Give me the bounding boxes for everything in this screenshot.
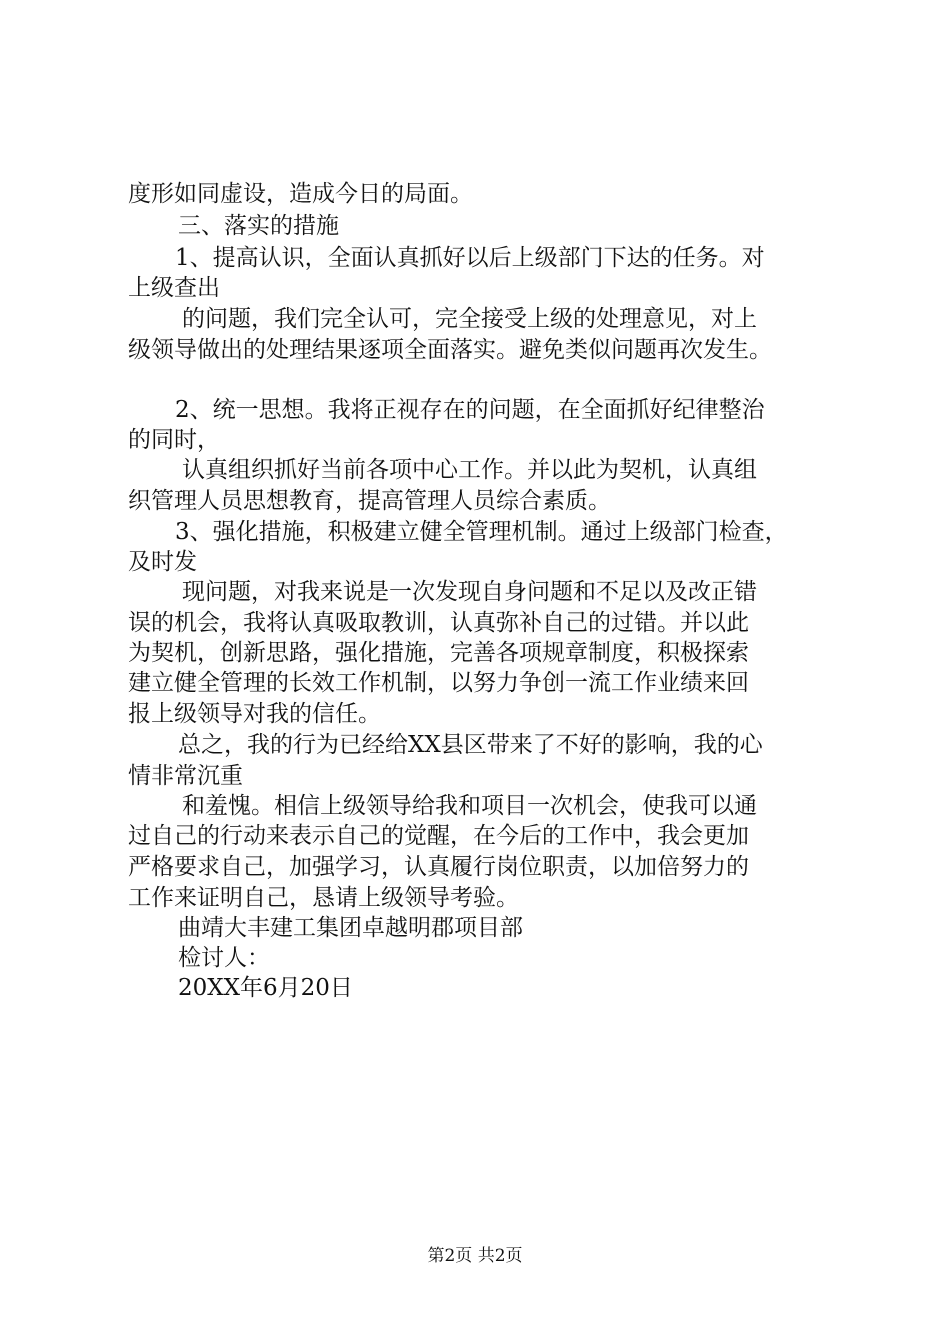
paragraph-line: 度形如同虚设，造成今日的局面。 [128, 181, 473, 207]
paragraph-line: 认真组织抓好当前各项中心工作。并以此为契机，认真组 [182, 457, 757, 483]
paragraph-line: 误的机会，我将认真吸取教训，认真弥补自己的过错。并以此 [128, 610, 749, 636]
paragraph-line: 工作来证明自己，恳请上级领导考验。 [128, 885, 519, 911]
paragraph-line: 上级查出 [128, 275, 220, 301]
paragraph-line: 及时发 [128, 549, 197, 575]
paragraph-line: 为契机，创新思路，强化措施，完善各项规章制度，积极探索 [128, 640, 749, 666]
organization-signature: 曲靖大丰建工集团卓越明郡项目部 [178, 915, 523, 941]
paragraph-line: 情非常沉重 [128, 763, 243, 789]
paragraph-line: 级领导做出的处理结果逐项全面落实。避免类似问题再次发生。 [128, 337, 772, 363]
paragraph-line: 和羞愧。相信上级领导给我和项目一次机会，使我可以通 [182, 793, 757, 819]
paragraph-line: 现问题，对我来说是一次发现自身问题和不足以及改正错 [182, 579, 757, 605]
page-footer: 第2页 共2页 [427, 1246, 523, 1266]
paragraph-line: 织管理人员思想教育，提高管理人员综合素质。 [128, 488, 611, 514]
section-heading: 三、落实的措施 [178, 213, 339, 239]
document-date: 20XX年6月20日 [178, 975, 353, 1001]
paragraph-line: 的同时， [128, 427, 220, 453]
paragraph-line: 2、统一思想。我将正视存在的问题，在全面抓好纪律整治 [175, 397, 765, 423]
paragraph-line: 的问题，我们完全认可，完全接受上级的处理意见，对上 [182, 306, 757, 332]
paragraph-line: 1、提高认识，全面认真抓好以后上级部门下达的任务。对 [175, 245, 765, 271]
paragraph-line: 报上级领导对我的信任。 [128, 701, 381, 727]
reviewer-label: 检讨人： [178, 945, 270, 971]
paragraph-line: 严格要求自己，加强学习，认真履行岗位职责，以加倍努力的 [128, 854, 749, 880]
paragraph-line: 总之，我的行为已经给XX县区带来了不好的影响，我的心 [178, 732, 763, 758]
paragraph-line: 建立健全管理的长效工作机制，以努力争创一流工作业绩来回 [128, 670, 749, 696]
paragraph-line: 3、强化措施，积极建立健全管理机制。通过上级部门检查， [175, 519, 788, 545]
paragraph-line: 过自己的行动来表示自己的觉醒，在今后的工作中，我会更加 [128, 823, 749, 849]
